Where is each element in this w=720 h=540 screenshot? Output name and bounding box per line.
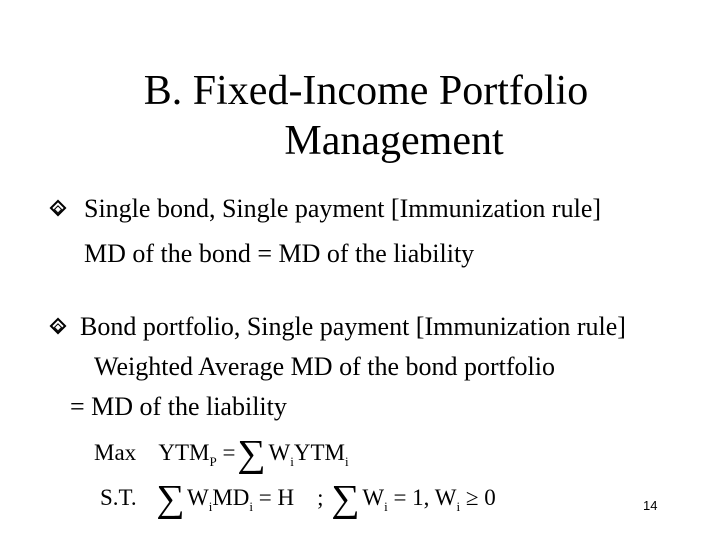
equals-sign: = (222, 440, 236, 465)
page-number: 14 (643, 498, 658, 513)
diamond-bullet-icon (50, 200, 67, 217)
max-label: Max (94, 440, 137, 465)
bullet-2-heading: Bond portfolio, Single payment [Immunization rule] (80, 312, 626, 341)
bullet-1-line-1: MD of the bond = MD of the liability (84, 239, 475, 268)
diamond-bullet-icon (50, 318, 67, 335)
bullet-1-heading: Single bond, Single payment [Immunization rule] (84, 194, 602, 223)
slide-title-line-2: Management (284, 118, 504, 164)
slide-title-line-1: B. Fixed-Income Portfolio (143, 68, 589, 114)
sigma-symbol: ∑ (237, 433, 267, 475)
sigma-symbol: ∑ (156, 478, 185, 520)
st-label: S.T. (100, 485, 137, 510)
bullet-2-line-1: Weighted Average MD of the bond portfolio (94, 352, 555, 381)
bullet-2-line-2: = MD of the liability (70, 392, 287, 421)
sigma-symbol: ∑ (331, 478, 361, 520)
ytm-portfolio: YTM (158, 440, 210, 465)
formula-objective: Max $YTM_P$ =∑ $W_iYTM_i$ (94, 433, 349, 475)
formula-constraints: S.T. ∑ $W_iMD_i = H$ ; ∑ $W_i = 1$, $W_i \ge 0$ (100, 478, 496, 520)
